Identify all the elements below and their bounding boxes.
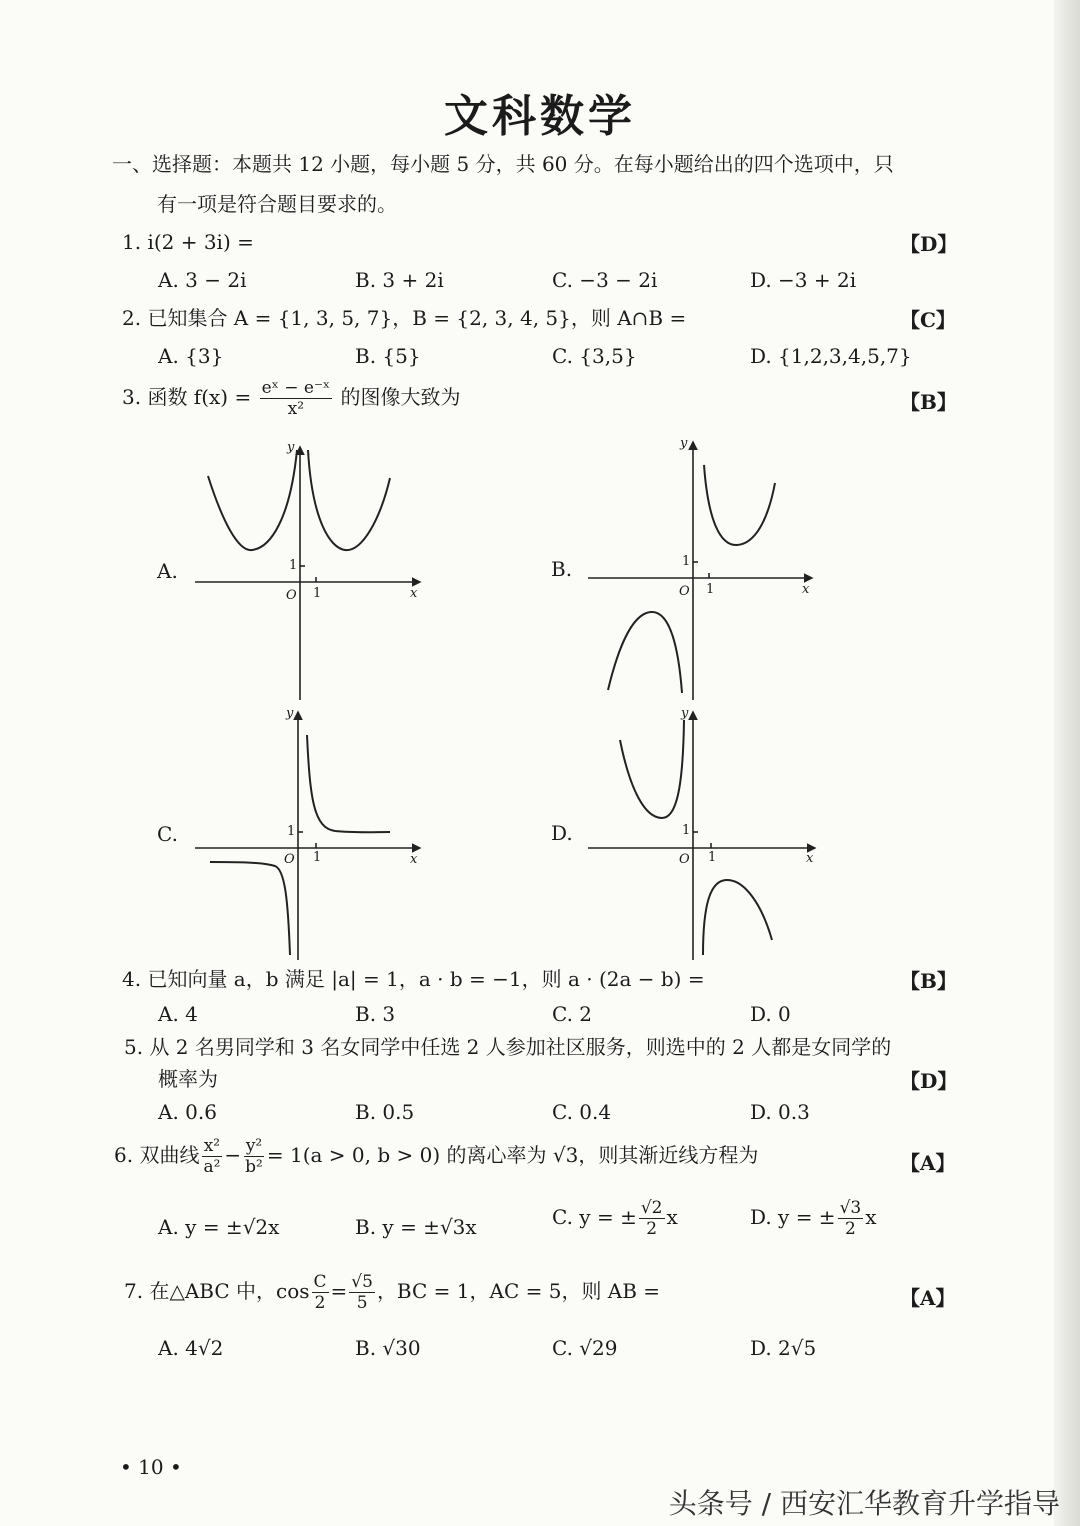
fraction-y2-b2 (243, 1136, 265, 1177)
minus-sign: − (224, 1143, 242, 1167)
option-b: B. 3 + 2i (355, 268, 444, 292)
option-d: D. {1,2,3,4,5,7} (750, 344, 912, 368)
graph-b-origin: O (679, 584, 690, 599)
option-c: C. 0.4 (552, 1100, 612, 1124)
graph-c-x-label: x (410, 852, 418, 867)
option-d (750, 1198, 877, 1239)
question-stem: 1. i(2 + 3i) = (122, 230, 254, 254)
page-number: • 10 • (120, 1455, 182, 1479)
denominator: 2 (844, 1219, 856, 1239)
graph-c-y-label: y (286, 706, 294, 721)
option-c: C. {3,5} (552, 344, 637, 368)
graph-a-x-label: x (410, 586, 418, 601)
graph-b-y-tick: 1 (682, 554, 691, 569)
denominator: b² (245, 1157, 263, 1177)
graph-d-origin: O (679, 852, 690, 867)
graph-b-x-label: x (802, 582, 810, 597)
curve-left (208, 450, 297, 550)
graph-b (588, 442, 812, 700)
stem-prefix: 7. 在△ABC 中，cos (124, 1279, 310, 1303)
graph-a-letter: A. (157, 559, 178, 583)
option-suffix: x (865, 1205, 877, 1229)
stem-suffix: = 1(a > 0, b > 0) 的离心率为 √3，则其渐近线方程为 (266, 1143, 759, 1167)
option-suffix: x (666, 1205, 678, 1229)
denominator: 2 (646, 1219, 658, 1239)
graph-c-origin: O (284, 852, 295, 867)
option-c: C. √29 (552, 1336, 618, 1360)
question-stem: 2. 已知集合 A = {1, 3, 5, 7}，B = {2, 3, 4, 5}，则 A∩B = (122, 306, 687, 330)
graph-d (588, 712, 815, 960)
option-c: C. 2 (552, 1002, 593, 1026)
option-d: D. −3 + 2i (750, 268, 857, 292)
denominator: 2 (314, 1293, 326, 1313)
option-c: C. −3 − 2i (552, 268, 658, 292)
answer-badge: 【B】 (900, 390, 957, 414)
option-a: A. 0.6 (158, 1100, 217, 1124)
graph-a-y-tick: 1 (289, 558, 298, 573)
curve-right (704, 465, 775, 545)
option-a: A. y = ±√2x (158, 1215, 280, 1239)
question-stem-line2: 概率为 (158, 1067, 218, 1091)
fraction (639, 1198, 665, 1239)
graph-c (195, 712, 420, 960)
option-a: A. 4 (158, 1002, 198, 1026)
fraction-c-2 (312, 1272, 329, 1313)
option-b: B. √30 (355, 1336, 421, 1360)
graph-d-letter: D. (551, 821, 573, 845)
stem-suffix: 的图像大致为 (340, 385, 461, 409)
fraction-sqrt5-5 (349, 1272, 375, 1313)
graph-b-letter: B. (551, 557, 573, 581)
option-prefix: C. y = ± (552, 1205, 637, 1229)
question-stem (114, 1136, 758, 1177)
stem-suffix: ，BC = 1，AC = 5，则 AB = (376, 1279, 661, 1303)
section-instructions-line2: 有一项是符合题目要求的。 (157, 192, 397, 216)
option-b: B. 0.5 (355, 1100, 415, 1124)
graph-c-y-tick: 1 (287, 824, 296, 839)
fraction (838, 1198, 864, 1239)
answer-badge: 【A】 (900, 1286, 956, 1310)
stem-prefix: 6. 双曲线 (114, 1143, 200, 1167)
question-stem (124, 1272, 660, 1313)
graph-d-x-tick: 1 (708, 850, 717, 865)
graph-d-x-label: x (806, 851, 814, 866)
option-a: A. 3 − 2i (158, 268, 247, 292)
answer-badge: 【A】 (900, 1151, 956, 1175)
watermark: 头条号 / 西安汇华教育升学指导 (668, 1487, 1060, 1520)
numerator: √2 (640, 1198, 663, 1218)
graph-b-x-tick: 1 (706, 582, 715, 597)
numerator: √3 (839, 1198, 862, 1218)
curve-right (307, 735, 390, 832)
stem-prefix: 3. 函数 f(x) = (122, 385, 252, 409)
denominator: a² (203, 1157, 221, 1177)
curve-right (308, 450, 390, 550)
graph-c-x-tick: 1 (313, 850, 322, 865)
graph-a-y-label: y (287, 440, 295, 455)
graph-a-x-tick: 1 (313, 586, 322, 601)
graph-c-letter: C. (157, 822, 178, 846)
curve-left (210, 862, 290, 955)
option-b: B. {5} (355, 344, 421, 368)
equals-sign: = (330, 1279, 348, 1303)
denominator: x² (287, 399, 305, 419)
option-d: D. 2√5 (750, 1336, 817, 1360)
curve-left (608, 612, 682, 693)
denominator: 5 (356, 1293, 368, 1313)
page-title: 文科数学 (444, 91, 636, 142)
option-a: A. {3} (158, 344, 224, 368)
numerator: C (313, 1272, 327, 1292)
curve-left (620, 720, 684, 818)
option-b: B. y = ±√3x (355, 1215, 477, 1239)
curve-right (703, 880, 772, 955)
numerator: √5 (351, 1272, 373, 1292)
section-instructions-line1: 一、选择题：本题共 12 小题，每小题 5 分，共 60 分。在每小题给出的四个选项中，只 (112, 152, 894, 176)
answer-badge: 【D】 (900, 1069, 958, 1093)
option-prefix: D. y = ± (750, 1205, 836, 1229)
numerator: eˣ − e⁻ˣ (261, 378, 331, 398)
graph-a (195, 447, 420, 700)
answer-badge: 【C】 (900, 308, 956, 332)
fraction-x2-a2 (201, 1136, 222, 1177)
answer-badge: 【D】 (900, 232, 958, 256)
option-b: B. 3 (355, 1002, 396, 1026)
question-stem: 4. 已知向量 a，b 满足 |a| = 1，a · b = −1，则 a · (2a − b) = (122, 967, 705, 991)
option-d: D. 0.3 (750, 1100, 810, 1124)
graph-a-origin: O (286, 588, 297, 603)
graph-d-y-tick: 1 (682, 823, 691, 838)
numerator: x² (203, 1136, 221, 1156)
graph-b-y-label: y (680, 436, 688, 451)
answer-badge: 【B】 (900, 969, 957, 993)
option-c (552, 1198, 678, 1239)
option-a: A. 4√2 (158, 1336, 224, 1360)
option-d: D. 0 (750, 1002, 791, 1026)
question-stem-line1: 5. 从 2 名男同学和 3 名女同学中任选 2 人参加社区服务，则选中的 2 人都是女同学的 (124, 1035, 892, 1059)
numerator: y² (245, 1136, 263, 1156)
graph-d-y-label: y (681, 706, 689, 721)
